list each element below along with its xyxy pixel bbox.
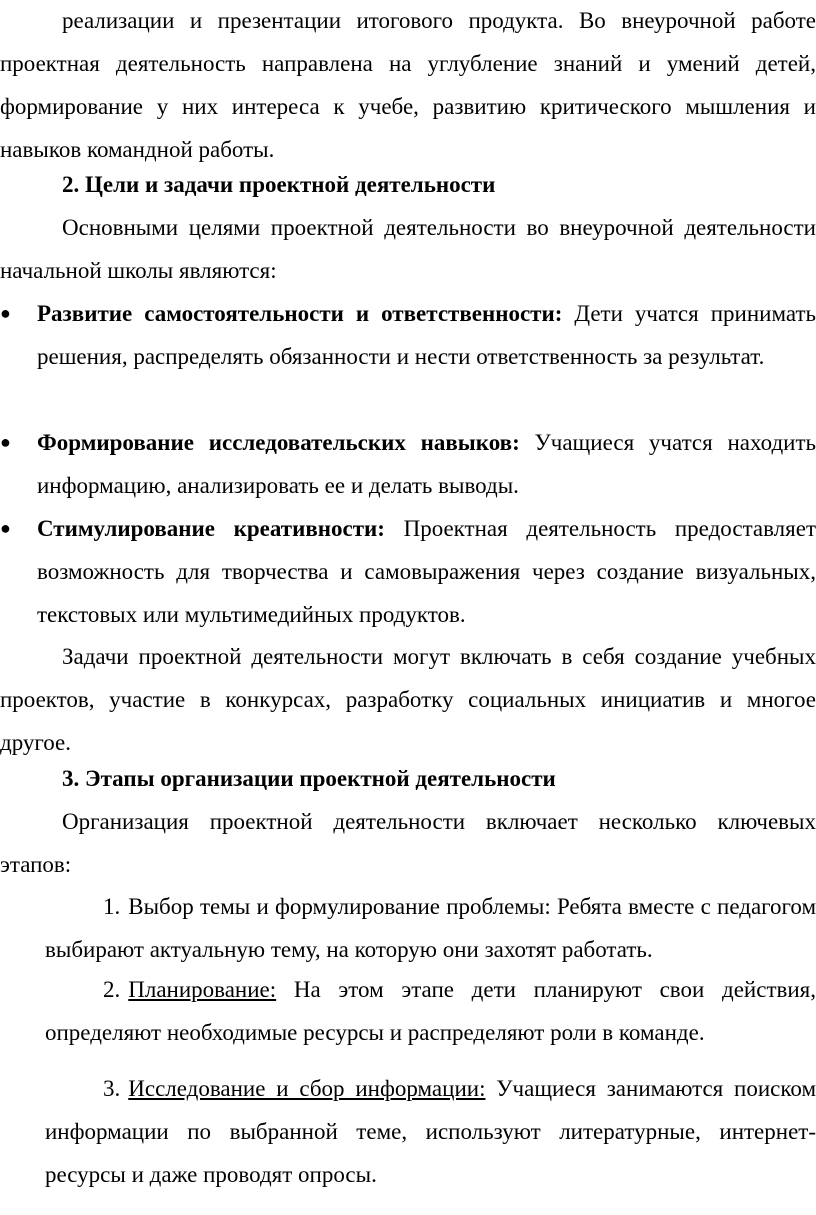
bullet-icon: ● [0,303,11,323]
intro-text: реализации и презентации итогового продукта. Во внеурочной работе проектная деятельность направлена на углубление знаний и умений детей, формирование у них интереса к учебе, развитию критического мышления и навыков командной работы. [0,8,816,162]
numbered-item [45,885,816,971]
tasks-paragraph [0,635,816,764]
numbered-item-number: 2. [103,977,121,1002]
bullet-body: Проектная деятельность предоставляет возможность для творчества и самовыражения через создание визуальных, текстовых или мультимедийных продуктов. [37,516,816,627]
numbered-item-text [45,968,816,1054]
numbered-item-body: Ребята вместе с педагогом выбирают актуальную тему, на которую они захотят работать. [45,894,816,962]
numbered-item-label: Выбор темы и формулирование проблемы: [128,894,551,919]
bullet-item [0,421,816,507]
numbered-item [45,968,816,1054]
bullet-item [0,507,816,636]
numbered-item-body: На этом этапе дети планируют свои действия, определяют необходимые ресурсы и распределяют роли в команде. [45,977,816,1045]
bullet-icon: ● [0,518,11,538]
section-2-lead-text: Основными целями проектной деятельности во внеурочной деятельности начальной школы являются: [0,215,816,283]
section-3-lead-text: Организация проектной деятельности включает несколько ключевых этапов: [0,809,816,877]
numbered-item-number: 1. [103,894,121,919]
bullet-item [0,292,816,378]
numbered-item [45,1067,816,1196]
numbered-item-body: Учащиеся занимаются поиском информации по выбранной теме, используют литературные, интернет-ресурсы и даже проводят опросы. [45,1076,816,1187]
numbered-item-text [45,1067,816,1196]
bullet-label: Стимулирование креативности: [37,516,385,541]
bullet-body: Учащиеся учатся находить информацию, анализировать ее и делать выводы. [37,430,816,498]
intro-paragraph [0,0,816,171]
bullet-text [37,421,816,507]
numbered-item-number: 3. [103,1076,121,1101]
tasks-text: Задачи проектной деятельности могут включать в себя создание учебных проектов, участие в конкурсах, разработку социальных инициатив и многое другое. [0,644,816,755]
bullet-label: Развитие самостоятельности и ответственности: [37,301,563,326]
numbered-item-label: Планирование: [128,977,277,1002]
bullet-text [37,292,816,378]
numbered-item-text [45,885,816,971]
bullet-text [37,507,816,636]
section-3-heading: 3. Этапы организации проектной деятельности [62,766,556,791]
section-2-lead [0,206,816,292]
bullet-label: Формирование исследовательских навыков: [37,430,520,455]
section-3-lead [0,800,816,886]
numbered-item-label: Исследование и сбор информации: [128,1076,486,1101]
section-2-heading: 2. Цели и задачи проектной деятельности [62,172,496,197]
bullet-icon: ● [0,432,11,452]
bullet-body: Дети учатся принимать решения, распределять обязанности и нести ответственность за результат. [37,301,816,369]
